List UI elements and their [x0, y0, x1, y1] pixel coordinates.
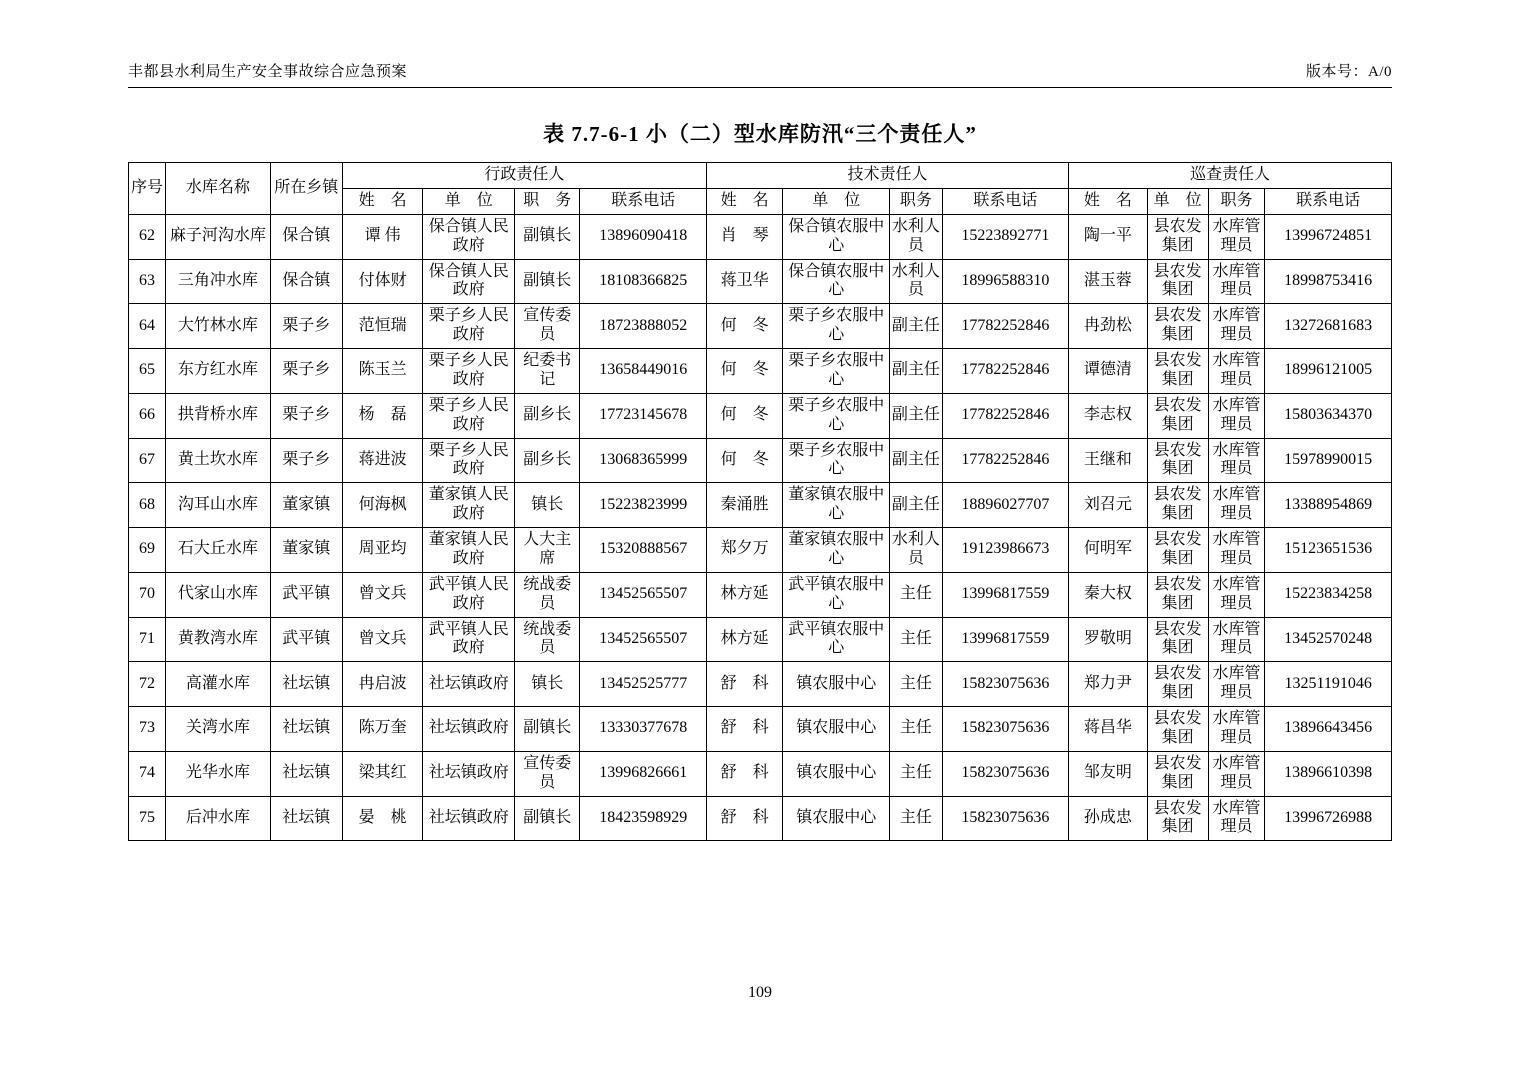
- table-row: [129, 528, 1392, 573]
- cell-admin-post: 副乡长: [515, 393, 580, 438]
- cell-admin-post: 副乡长: [515, 438, 580, 483]
- cell-patrol-unit: 县农发集团: [1147, 259, 1208, 304]
- table-row: [129, 304, 1392, 349]
- cell-patrol-name: 李志权: [1069, 393, 1148, 438]
- cell-admin-tel: 18108366825: [580, 259, 707, 304]
- cell-town: 栗子乡: [270, 349, 342, 394]
- cell-patrol-post: 水库管理员: [1208, 751, 1265, 796]
- cell-patrol-post: 水库管理员: [1208, 259, 1265, 304]
- cell-tech-post: 水利人员: [890, 259, 942, 304]
- cell-patrol-post: 水库管理员: [1208, 349, 1265, 394]
- cell-admin-post: 纪委书记: [515, 349, 580, 394]
- table-row: [129, 662, 1392, 707]
- col-header-tech-unit: 单 位: [783, 188, 890, 214]
- cell-patrol-tel: 18996121005: [1265, 349, 1392, 394]
- col-header-admin-post: 职 务: [515, 188, 580, 214]
- cell-patrol-tel: 13452570248: [1265, 617, 1392, 662]
- table-row: [129, 572, 1392, 617]
- cell-patrol-unit: 县农发集团: [1147, 349, 1208, 394]
- cell-reservoir: 麻子河沟水库: [166, 214, 271, 259]
- cell-admin-name: 陈玉兰: [342, 349, 423, 394]
- cell-admin-tel: 15320888567: [580, 528, 707, 573]
- cell-town: 董家镇: [270, 483, 342, 528]
- cell-tech-post: 副主任: [890, 438, 942, 483]
- cell-patrol-tel: 13896643456: [1265, 707, 1392, 752]
- cell-tech-tel: 15823075636: [942, 707, 1069, 752]
- cell-tech-post: 水利人员: [890, 214, 942, 259]
- cell-admin-name: 曾文兵: [342, 572, 423, 617]
- cell-patrol-post: 水库管理员: [1208, 707, 1265, 752]
- cell-patrol-post: 水库管理员: [1208, 438, 1265, 483]
- cell-town: 栗子乡: [270, 438, 342, 483]
- table-row: [129, 214, 1392, 259]
- cell-admin-name: 谭 伟: [342, 214, 423, 259]
- col-header-town: 所在乡镇: [270, 163, 342, 215]
- cell-admin-unit: 栗子乡人民政府: [423, 438, 515, 483]
- table-row: [129, 751, 1392, 796]
- cell-admin-tel: 13658449016: [580, 349, 707, 394]
- cell-admin-unit: 社坛镇政府: [423, 751, 515, 796]
- table-row: [129, 393, 1392, 438]
- cell-tech-name: 秦涌胜: [707, 483, 783, 528]
- table-title: 表 7.7-6-1 小（二）型水库防汛“三个责任人”: [543, 122, 977, 146]
- col-header-patrol-tel: 联系电话: [1265, 188, 1392, 214]
- cell-tech-unit: 镇农服中心: [783, 707, 890, 752]
- cell-patrol-name: 湛玉蓉: [1069, 259, 1148, 304]
- group-header-patrol: 巡查责任人: [1069, 163, 1392, 189]
- cell-patrol-name: 刘召元: [1069, 483, 1148, 528]
- cell-seq: 75: [129, 796, 166, 841]
- cell-patrol-name: 蒋昌华: [1069, 707, 1148, 752]
- cell-patrol-post: 水库管理员: [1208, 528, 1265, 573]
- cell-admin-unit: 栗子乡人民政府: [423, 349, 515, 394]
- cell-tech-tel: 15823075636: [942, 751, 1069, 796]
- cell-town: 保合镇: [270, 259, 342, 304]
- cell-reservoir: 光华水库: [166, 751, 271, 796]
- col-header-admin-name: 姓 名: [342, 188, 423, 214]
- cell-admin-unit: 武平镇人民政府: [423, 617, 515, 662]
- cell-tech-tel: 17782252846: [942, 438, 1069, 483]
- cell-tech-name: 郑夕万: [707, 528, 783, 573]
- cell-patrol-unit: 县农发集团: [1147, 214, 1208, 259]
- cell-admin-name: 何海枫: [342, 483, 423, 528]
- table-header-row-1: [129, 163, 1392, 189]
- cell-reservoir: 东方红水库: [166, 349, 271, 394]
- cell-patrol-name: 何明军: [1069, 528, 1148, 573]
- cell-patrol-tel: 15223834258: [1265, 572, 1392, 617]
- cell-patrol-tel: 13251191046: [1265, 662, 1392, 707]
- col-header-patrol-post: 职务: [1208, 188, 1265, 214]
- cell-patrol-name: 谭德清: [1069, 349, 1148, 394]
- cell-patrol-name: 邹友明: [1069, 751, 1148, 796]
- cell-tech-post: 副主任: [890, 349, 942, 394]
- table-row: [129, 438, 1392, 483]
- cell-tech-post: 主任: [890, 751, 942, 796]
- cell-tech-tel: 18996588310: [942, 259, 1069, 304]
- cell-admin-unit: 社坛镇政府: [423, 796, 515, 841]
- cell-admin-tel: 17723145678: [580, 393, 707, 438]
- cell-tech-unit: 镇农服中心: [783, 662, 890, 707]
- cell-admin-tel: 13896090418: [580, 214, 707, 259]
- cell-seq: 66: [129, 393, 166, 438]
- cell-town: 社坛镇: [270, 796, 342, 841]
- cell-patrol-post: 水库管理员: [1208, 662, 1265, 707]
- cell-town: 武平镇: [270, 617, 342, 662]
- cell-patrol-tel: 13996726988: [1265, 796, 1392, 841]
- cell-admin-tel: 13330377678: [580, 707, 707, 752]
- cell-reservoir: 大竹林水库: [166, 304, 271, 349]
- cell-patrol-tel: 13388954869: [1265, 483, 1392, 528]
- table-row: [129, 349, 1392, 394]
- cell-admin-name: 陈万奎: [342, 707, 423, 752]
- cell-reservoir: 后冲水库: [166, 796, 271, 841]
- cell-admin-tel: 13452565507: [580, 572, 707, 617]
- cell-admin-post: 宣传委员: [515, 304, 580, 349]
- header-document-title: 丰都县水利局生产安全事故综合应急预案: [128, 64, 408, 80]
- table-row: [129, 617, 1392, 662]
- cell-admin-post: 副镇长: [515, 214, 580, 259]
- cell-patrol-unit: 县农发集团: [1147, 707, 1208, 752]
- cell-patrol-unit: 县农发集团: [1147, 662, 1208, 707]
- cell-patrol-post: 水库管理员: [1208, 796, 1265, 841]
- cell-tech-tel: 13996817559: [942, 572, 1069, 617]
- col-header-tech-name: 姓 名: [707, 188, 783, 214]
- cell-reservoir: 沟耳山水库: [166, 483, 271, 528]
- cell-tech-unit: 栗子乡农服中心: [783, 438, 890, 483]
- cell-admin-tel: 13068365999: [580, 438, 707, 483]
- cell-admin-tel: 13452565507: [580, 617, 707, 662]
- cell-seq: 71: [129, 617, 166, 662]
- cell-tech-unit: 武平镇农服中心: [783, 617, 890, 662]
- cell-patrol-name: 罗敬明: [1069, 617, 1148, 662]
- cell-town: 社坛镇: [270, 707, 342, 752]
- cell-admin-tel: 18723888052: [580, 304, 707, 349]
- cell-tech-unit: 武平镇农服中心: [783, 572, 890, 617]
- cell-patrol-tel: 13996724851: [1265, 214, 1392, 259]
- cell-town: 保合镇: [270, 214, 342, 259]
- cell-tech-tel: 17782252846: [942, 349, 1069, 394]
- cell-tech-name: 舒 科: [707, 707, 783, 752]
- cell-tech-name: 林方延: [707, 572, 783, 617]
- cell-patrol-tel: 15123651536: [1265, 528, 1392, 573]
- cell-town: 栗子乡: [270, 393, 342, 438]
- cell-admin-unit: 社坛镇政府: [423, 707, 515, 752]
- cell-patrol-post: 水库管理员: [1208, 483, 1265, 528]
- cell-tech-unit: 栗子乡农服中心: [783, 304, 890, 349]
- col-header-seq: 序号: [129, 163, 166, 215]
- table-row: [129, 707, 1392, 752]
- responsible-persons-table: [128, 162, 1392, 841]
- cell-patrol-name: 陶一平: [1069, 214, 1148, 259]
- cell-patrol-unit: 县农发集团: [1147, 304, 1208, 349]
- col-header-reservoir: 水库名称: [166, 163, 271, 215]
- cell-admin-post: 镇长: [515, 483, 580, 528]
- cell-seq: 67: [129, 438, 166, 483]
- cell-patrol-post: 水库管理员: [1208, 304, 1265, 349]
- table-head: [129, 163, 1392, 215]
- cell-patrol-unit: 县农发集团: [1147, 796, 1208, 841]
- cell-tech-unit: 董家镇农服中心: [783, 483, 890, 528]
- table-body: [129, 214, 1392, 841]
- cell-patrol-unit: 县农发集团: [1147, 393, 1208, 438]
- cell-tech-name: 肖 琴: [707, 214, 783, 259]
- cell-reservoir: 代家山水库: [166, 572, 271, 617]
- cell-admin-post: 镇长: [515, 662, 580, 707]
- cell-tech-unit: 镇农服中心: [783, 796, 890, 841]
- col-header-admin-unit: 单 位: [423, 188, 515, 214]
- cell-admin-unit: 栗子乡人民政府: [423, 393, 515, 438]
- cell-seq: 63: [129, 259, 166, 304]
- table-row: [129, 259, 1392, 304]
- cell-tech-tel: 15823075636: [942, 796, 1069, 841]
- cell-town: 董家镇: [270, 528, 342, 573]
- cell-town: 社坛镇: [270, 751, 342, 796]
- cell-admin-name: 范恒瑞: [342, 304, 423, 349]
- cell-patrol-name: 孙成忠: [1069, 796, 1148, 841]
- cell-tech-post: 主任: [890, 617, 942, 662]
- header-version: 版本号：A/0: [1305, 64, 1392, 80]
- cell-admin-tel: 13996826661: [580, 751, 707, 796]
- cell-seq: 73: [129, 707, 166, 752]
- cell-patrol-unit: 县农发集团: [1147, 438, 1208, 483]
- cell-seq: 68: [129, 483, 166, 528]
- cell-admin-name: 曾文兵: [342, 617, 423, 662]
- cell-tech-name: 何 冬: [707, 393, 783, 438]
- cell-admin-name: 晏 桃: [342, 796, 423, 841]
- cell-admin-post: 副镇长: [515, 259, 580, 304]
- cell-patrol-tel: 13896610398: [1265, 751, 1392, 796]
- cell-tech-post: 主任: [890, 707, 942, 752]
- cell-seq: 74: [129, 751, 166, 796]
- cell-tech-unit: 保合镇农服中心: [783, 259, 890, 304]
- cell-admin-unit: 董家镇人民政府: [423, 483, 515, 528]
- cell-tech-unit: 董家镇农服中心: [783, 528, 890, 573]
- cell-tech-post: 主任: [890, 572, 942, 617]
- cell-tech-name: 林方延: [707, 617, 783, 662]
- cell-town: 社坛镇: [270, 662, 342, 707]
- cell-admin-name: 周亚均: [342, 528, 423, 573]
- cell-reservoir: 高灌水库: [166, 662, 271, 707]
- cell-admin-post: 统战委员: [515, 617, 580, 662]
- cell-patrol-unit: 县农发集团: [1147, 483, 1208, 528]
- cell-seq: 65: [129, 349, 166, 394]
- table-row: [129, 483, 1392, 528]
- cell-admin-post: 统战委员: [515, 572, 580, 617]
- cell-patrol-name: 秦大权: [1069, 572, 1148, 617]
- cell-seq: 64: [129, 304, 166, 349]
- cell-admin-name: 梁其红: [342, 751, 423, 796]
- cell-patrol-tel: 15978990015: [1265, 438, 1392, 483]
- cell-tech-unit: 栗子乡农服中心: [783, 393, 890, 438]
- cell-tech-post: 副主任: [890, 483, 942, 528]
- cell-tech-name: 蒋卫华: [707, 259, 783, 304]
- cell-patrol-post: 水库管理员: [1208, 214, 1265, 259]
- page-header: [128, 60, 1392, 88]
- cell-admin-unit: 保合镇人民政府: [423, 214, 515, 259]
- cell-tech-name: 舒 科: [707, 662, 783, 707]
- cell-reservoir: 黄土坎水库: [166, 438, 271, 483]
- cell-tech-tel: 18896027707: [942, 483, 1069, 528]
- cell-tech-post: 主任: [890, 662, 942, 707]
- table-row: [129, 796, 1392, 841]
- cell-admin-unit: 武平镇人民政府: [423, 572, 515, 617]
- cell-tech-post: 副主任: [890, 393, 942, 438]
- cell-tech-name: 何 冬: [707, 438, 783, 483]
- cell-reservoir: 关湾水库: [166, 707, 271, 752]
- cell-patrol-name: 郑力尹: [1069, 662, 1148, 707]
- col-header-patrol-name: 姓 名: [1069, 188, 1148, 214]
- col-header-patrol-unit: 单 位: [1147, 188, 1208, 214]
- cell-tech-tel: 17782252846: [942, 304, 1069, 349]
- cell-patrol-tel: 15803634370: [1265, 393, 1392, 438]
- cell-admin-tel: 15223823999: [580, 483, 707, 528]
- cell-admin-post: 宣传委员: [515, 751, 580, 796]
- cell-admin-name: 冉启波: [342, 662, 423, 707]
- cell-admin-tel: 13452525777: [580, 662, 707, 707]
- cell-tech-post: 副主任: [890, 304, 942, 349]
- cell-tech-post: 水利人员: [890, 528, 942, 573]
- group-header-tech: 技术责任人: [707, 163, 1069, 189]
- col-header-tech-tel: 联系电话: [942, 188, 1069, 214]
- cell-reservoir: 石大丘水库: [166, 528, 271, 573]
- col-header-tech-post: 职务: [890, 188, 942, 214]
- cell-town: 武平镇: [270, 572, 342, 617]
- cell-patrol-post: 水库管理员: [1208, 572, 1265, 617]
- cell-tech-post: 主任: [890, 796, 942, 841]
- cell-seq: 62: [129, 214, 166, 259]
- group-header-admin: 行政责任人: [342, 163, 706, 189]
- cell-patrol-name: 冉劲松: [1069, 304, 1148, 349]
- cell-admin-tel: 18423598929: [580, 796, 707, 841]
- cell-tech-tel: 15823075636: [942, 662, 1069, 707]
- cell-tech-unit: 栗子乡农服中心: [783, 349, 890, 394]
- cell-admin-unit: 保合镇人民政府: [423, 259, 515, 304]
- cell-tech-name: 舒 科: [707, 751, 783, 796]
- col-header-admin-tel: 联系电话: [580, 188, 707, 214]
- cell-patrol-unit: 县农发集团: [1147, 617, 1208, 662]
- cell-tech-tel: 19123986673: [942, 528, 1069, 573]
- cell-admin-unit: 栗子乡人民政府: [423, 304, 515, 349]
- cell-patrol-unit: 县农发集团: [1147, 528, 1208, 573]
- cell-patrol-name: 王继和: [1069, 438, 1148, 483]
- cell-reservoir: 三角冲水库: [166, 259, 271, 304]
- cell-admin-name: 付体财: [342, 259, 423, 304]
- cell-admin-name: 杨 磊: [342, 393, 423, 438]
- cell-admin-post: 人大主席: [515, 528, 580, 573]
- cell-tech-name: 舒 科: [707, 796, 783, 841]
- cell-reservoir: 黄教湾水库: [166, 617, 271, 662]
- cell-seq: 70: [129, 572, 166, 617]
- cell-admin-unit: 董家镇人民政府: [423, 528, 515, 573]
- cell-admin-unit: 社坛镇政府: [423, 662, 515, 707]
- cell-tech-unit: 镇农服中心: [783, 751, 890, 796]
- cell-patrol-tel: 13272681683: [1265, 304, 1392, 349]
- cell-admin-name: 蒋进波: [342, 438, 423, 483]
- cell-patrol-unit: 县农发集团: [1147, 751, 1208, 796]
- cell-seq: 69: [129, 528, 166, 573]
- cell-admin-post: 副镇长: [515, 707, 580, 752]
- cell-patrol-post: 水库管理员: [1208, 617, 1265, 662]
- cell-tech-tel: 15223892771: [942, 214, 1069, 259]
- page-number: 109: [748, 984, 772, 1001]
- cell-town: 栗子乡: [270, 304, 342, 349]
- cell-tech-unit: 保合镇农服中心: [783, 214, 890, 259]
- cell-patrol-post: 水库管理员: [1208, 393, 1265, 438]
- cell-tech-name: 何 冬: [707, 349, 783, 394]
- cell-reservoir: 拱背桥水库: [166, 393, 271, 438]
- cell-seq: 72: [129, 662, 166, 707]
- cell-admin-post: 副镇长: [515, 796, 580, 841]
- cell-patrol-tel: 18998753416: [1265, 259, 1392, 304]
- cell-tech-tel: 13996817559: [942, 617, 1069, 662]
- cell-tech-name: 何 冬: [707, 304, 783, 349]
- cell-tech-tel: 17782252846: [942, 393, 1069, 438]
- cell-patrol-unit: 县农发集团: [1147, 572, 1208, 617]
